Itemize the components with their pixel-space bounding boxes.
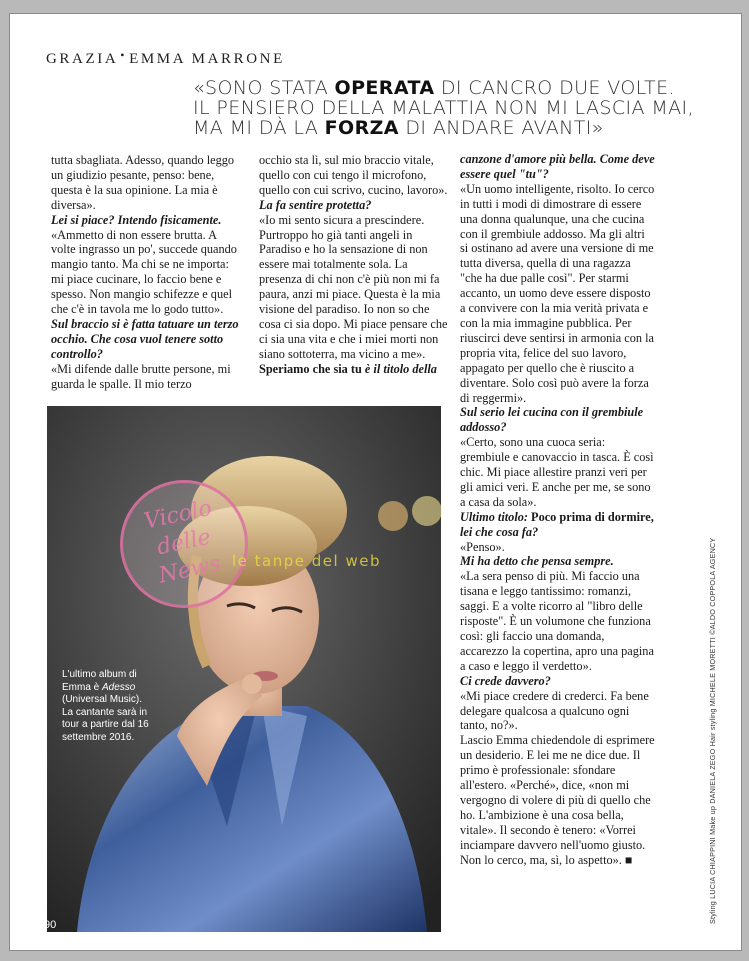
paragraph: «Certo, sono una cuoca seria: grembiule e canovaccio in tasca. È così chic. Mi piace allestire pranzi veri per gli amici veri. E anche per me, se sono a casa da sola». (460, 435, 654, 509)
cartoon-stamp-icon (378, 501, 408, 531)
pull-quote (193, 78, 738, 138)
magazine-page (9, 13, 742, 951)
page-number: 90 (44, 919, 57, 931)
paragraph: «Io mi sento sicura a prescindere. Purtroppo ho già tanti angeli in Paradiso e ho la sensazione di non essere mai totalmente sola. La presenza di chi non c'è più non mi fa paura, anzi mi piace. Questa è la mia visione del paradiso. Io non so che cosa ci sia dopo. Mi piace pensare che ci sia una vita e che i miei morti non siano sottoterra, ma vicino a me». (259, 212, 448, 361)
question: Sul braccio si è fatta tatuare un terzo occhio. Che cosa vuol tenere sotto controllo? (51, 316, 239, 361)
paragraph: occhio sta lì, sul mio braccio vitale, quello con cui tengo il microfono, quello con cui scrivo, cucino, lavoro». (259, 153, 448, 197)
text-column-3 (460, 152, 655, 868)
question: Ci crede davvero? (460, 673, 551, 688)
pull-quote-line-3: MA MI DÀ LA FORZA DI ANDARE AVANTI» (193, 117, 604, 139)
paragraph: «Mi piace credere di crederci. Fa bene delegare qualcosa a qualcuno ogni tanto, no?». (460, 688, 649, 733)
magazine-brand: GRAZIA (46, 51, 119, 67)
text-column-1 (51, 153, 243, 392)
text-column-2 (259, 153, 451, 377)
pull-quote-line-2: IL PENSIERO DELLA MALATTIA NON MI LASCIA MAI, (193, 97, 694, 119)
pull-quote-line-1: «SONO STATA OPERATA DI CANCRO DUE VOLTE. (193, 77, 675, 99)
question: Ultimo titolo: Poco prima di dormire, lei che cosa fa? (460, 509, 654, 539)
question: Sul serio lei cucina con il grembiule addosso? (460, 405, 644, 435)
question: Speriamo che sia tu è il titolo della (259, 361, 437, 376)
paragraph: «Penso». (460, 539, 505, 554)
question: Mi ha detto che pensa sempre. (460, 554, 614, 569)
photo-caption: L'ultimo album di Emma è Adesso (Universal Music). La cantante sarà in tour a partire dal 16 settembre 2016. (62, 669, 149, 743)
question: La fa sentire protetta? (259, 197, 372, 212)
cartoon-stamp-icon (412, 496, 442, 526)
paragraph: «Ammetto di non essere brutta. A volte ingrasso un po', succede quando mangio tanto. Ma chi se ne importa: mi piace cucinare, lo faccio bene e spesso. Non mangio schifezze e quel che c'è in tavola me lo godo tutto». (51, 227, 237, 317)
paragraph: Lascio Emma chiedendole di esprimere un desiderio. E lei me ne dice due. Il primo è professionale: sfondare all'estero. «Perché», dice, «non mi vergogno di volere di più di quello che ho. L'ambizione è una cosa bella, vitale». Il secondo è tenero: «Vorrei inciampare davvero nell'uomo giusto. Non lo cerco, ma, sì, lo aspetto». ■ (460, 733, 655, 867)
header-name: EMMA MARRONE (129, 51, 285, 67)
paragraph: tutta sbagliata. Adesso, quando leggo un giudizio pesante, penso: bene, questa è la sua opinione. La mia è diversa». (51, 153, 235, 212)
watermark-banner: le tanpe del web (232, 552, 381, 570)
paragraph: «La sera penso di più. Mi faccio una tisana e leggo tantissimo: romanzi, saggi. E a volte ricorro al "libro delle risposte". È un volumone che funziona così: gli faccio una domanda, accarezzo la copertina, apro una pagina a caso e leggo il verdetto». (460, 569, 654, 673)
question: canzone d'amore più bella. Come deve essere quel "tu"? (460, 152, 655, 181)
header-dot: • (120, 48, 128, 62)
page-header (46, 48, 285, 68)
paragraph: «Un uomo intelligente, risolto. Io cerco in tutti i modi di dimostrare di essere una donna qualunque, una che cucina con il grembiule addosso. Ma gli altri si ostinano ad avere una versione di me tutta diversa, quella di una ragazza "che ha due palle così". Per starmi accanto, un uomo deve essere disposto a convivere con la mia verità privata e con la mia immagine pubblica. Per riuscirci deve sentirsi in armonia con la propria vita, felice del suo lavoro, appagato per quello che è riuscito a diventare. Solo così può avere la forza di reggermi». (460, 181, 655, 405)
watermark-circle-text: Vicolo delle News (142, 495, 223, 589)
photo-credits: Styling LUCIA CHIAPPINI Make up DANIELA ZEGO Hair styling MICHELE MORETTI ©ALDO COPPOLA AGENCY (708, 537, 717, 924)
album-title: Adesso (102, 681, 136, 693)
question: Lei si piace? Intendo fisicamente. (51, 212, 222, 227)
watermark-circle (120, 480, 248, 608)
paragraph: «Mi difende dalle brutte persone, mi guarda le spalle. Il mio terzo (51, 361, 231, 391)
